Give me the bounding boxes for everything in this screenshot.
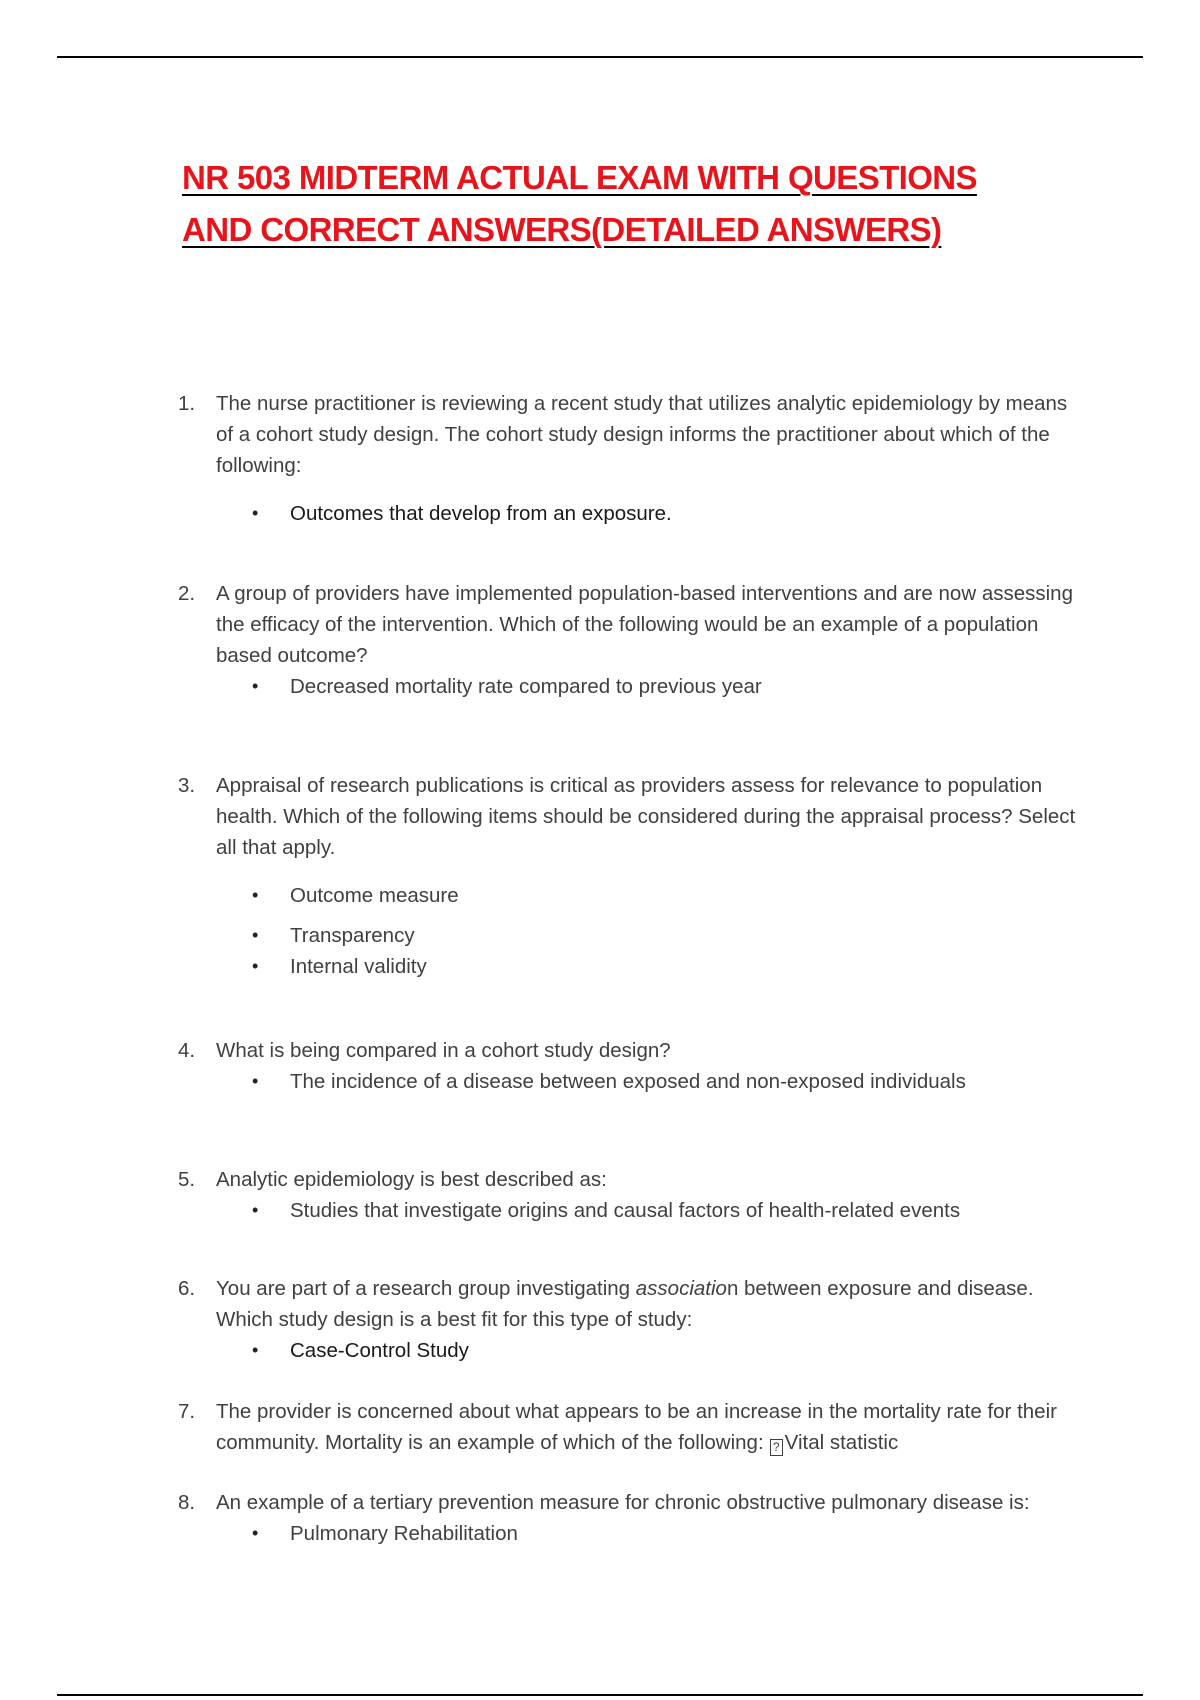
answer-list xyxy=(178,1335,1088,1366)
question-text-italic: associatio xyxy=(635,1277,727,1300)
answer-item: • Outcome measure xyxy=(178,880,1088,911)
answer-item: • Case-Control Study xyxy=(178,1335,1088,1366)
question-number: 3. xyxy=(178,774,196,797)
question-text: Appraisal of research publications is critical as providers assess for relevance to population health. Which of the following items should be considered during the appraisal process? Select all that apply. xyxy=(216,774,1076,859)
question-2 xyxy=(178,578,1088,702)
question-5 xyxy=(178,1164,1088,1226)
question-text: An example of a tertiary prevention measure for chronic obstructive pulmonary disease is: xyxy=(216,1491,1030,1514)
question-text: What is being compared in a cohort study design? xyxy=(216,1039,671,1062)
question-1 xyxy=(178,388,1088,529)
question-text-end: n between exposure and disease. Which study design is a best fit for this type of study: xyxy=(216,1277,1034,1331)
answer-list xyxy=(178,1518,1088,1549)
answer-item: • Internal validity xyxy=(178,951,1088,982)
question-text xyxy=(216,1273,1088,1335)
question-number: 1. xyxy=(178,392,196,415)
question-number: 5. xyxy=(178,1168,196,1191)
header-rule xyxy=(57,56,1143,58)
question-text-start: You are part of a research group investigating xyxy=(216,1277,636,1300)
question-text xyxy=(216,1396,1088,1458)
question-3 xyxy=(178,770,1088,982)
question-number: 4. xyxy=(178,1039,196,1062)
title-line-1: NR 503 MIDTERM ACTUAL EXAM WITH QUESTIONS xyxy=(182,159,977,196)
answer-item: • Transparency xyxy=(178,920,1088,951)
document-title xyxy=(182,152,1082,256)
question-number: 8. xyxy=(178,1491,196,1514)
question-number: 6. xyxy=(178,1277,196,1300)
answer-item: • Pulmonary Rehabilitation xyxy=(178,1518,1088,1549)
question-number: 2. xyxy=(178,582,196,605)
question-4 xyxy=(178,1035,1088,1097)
question-text: Analytic epidemiology is best described as: xyxy=(216,1168,607,1191)
answer-list xyxy=(178,1195,1088,1226)
answer-item: • The incidence of a disease between exposed and non-exposed individuals xyxy=(178,1066,1088,1097)
answer-item: • Outcomes that develop from an exposure. xyxy=(178,498,1088,529)
inline-answer: Vital statistic xyxy=(784,1431,899,1454)
answer-item: • Studies that investigate origins and causal factors of health-related events xyxy=(178,1195,1088,1226)
title-line-2: AND CORRECT ANSWERS(DETAILED ANSWERS) xyxy=(182,211,942,248)
question-6 xyxy=(178,1273,1088,1366)
answer-list xyxy=(178,498,1088,529)
question-7 xyxy=(178,1396,1088,1458)
answer-list xyxy=(178,1066,1088,1097)
question-text: The nurse practitioner is reviewing a recent study that utilizes analytic epidemiology by means of a cohort study design. The cohort study design informs the practitioner about which of the following: xyxy=(216,392,1068,477)
missing-glyph-icon: ? xyxy=(770,1439,783,1456)
answer-list xyxy=(178,880,1088,982)
question-text-main: The provider is concerned about what appears to be an increase in the mortality rate for their community. Mortality is an example of which of the following: xyxy=(216,1400,1057,1454)
question-text: A group of providers have implemented population-based interventions and are now assessing the efficacy of the intervention. Which of the following would be an example of a population based outcome? xyxy=(216,582,1073,667)
answer-list xyxy=(178,671,1088,702)
question-8 xyxy=(178,1487,1088,1549)
footer-rule xyxy=(57,1694,1143,1696)
answer-item: • Decreased mortality rate compared to previous year xyxy=(178,671,1088,702)
question-number: 7. xyxy=(178,1400,196,1423)
